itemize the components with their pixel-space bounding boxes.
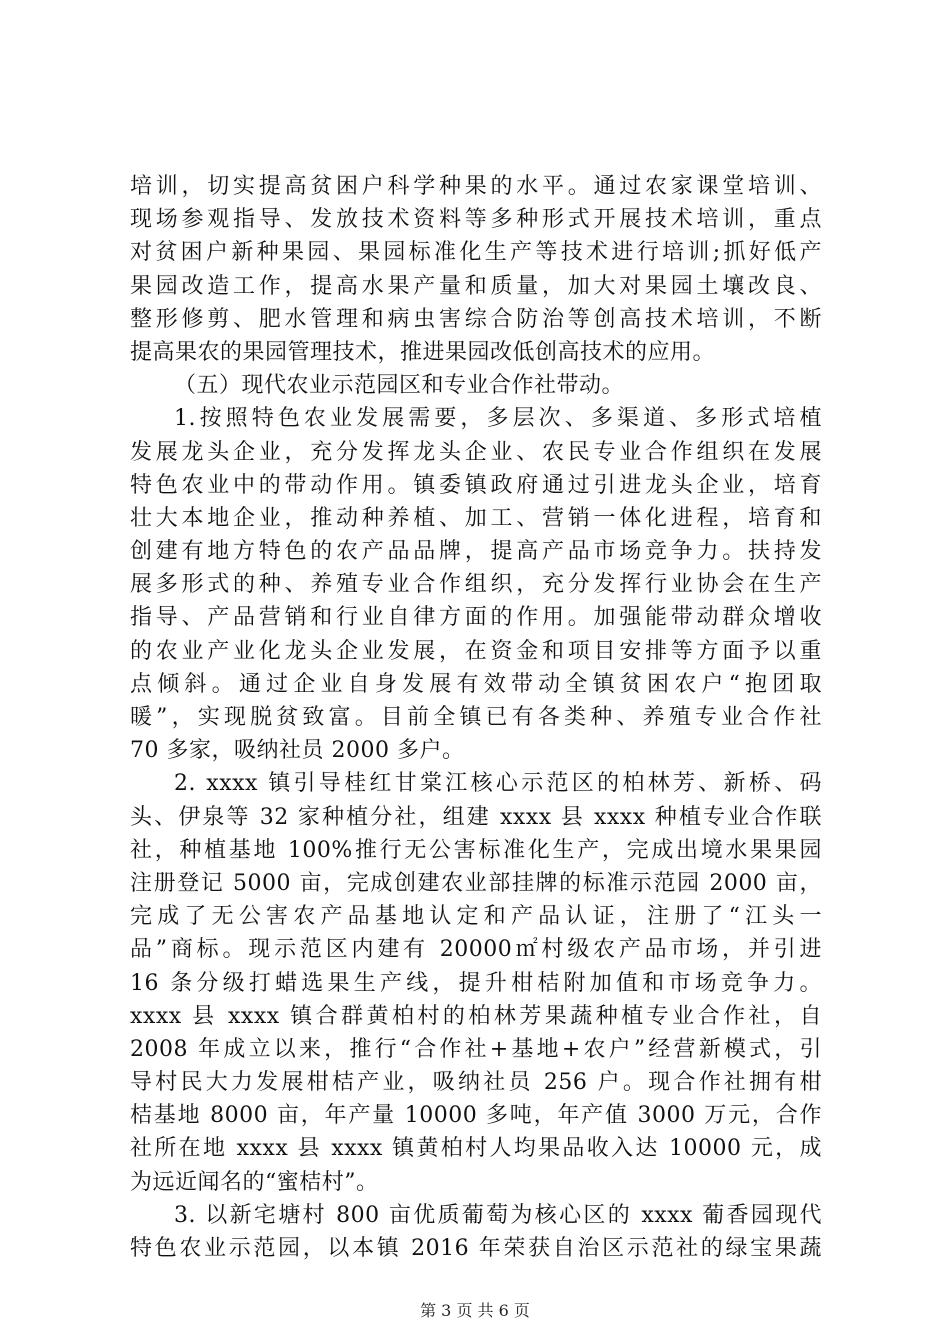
text-line: xxxx 县 xxxx 镇合群黄柏村的柏林芳果蔬种植专业合作社，自 [130, 1003, 822, 1029]
text-line: 果园改造工作，提高水果产量和质量，加大对果园土壤改良、 [130, 273, 822, 299]
text-line: 特色农业示范园，以本镇 2016 年荣获自治区示范社的绿宝果蔬 [130, 1236, 822, 1261]
text-line: 特色农业中的带动作用。镇委镇政府通过引进龙头企业，培育 [130, 472, 822, 498]
text-line: 的农业产业化龙头企业发展，在资金和项目安排等方面予以重 [130, 638, 822, 664]
body-text [130, 170, 822, 1265]
text-line: 品”商标。现示范区内建有 20000㎡村级农产品市场，并引进 [130, 937, 822, 963]
text-line: 壮大本地企业，推动种养植、加工、营销一体化进程，培育和 [130, 505, 822, 531]
text-line: 提高果农的果园管理技术，推进果园改低创高技术的应用。 [130, 339, 716, 365]
page-number-footer: 第 3 页 共 6 页 [420, 1301, 530, 1320]
text-line: 发展龙头企业，充分发挥龙头企业、农民专业合作组织在发展 [130, 439, 822, 465]
text-line: 注册登记 5000 亩，完成创建农业部挂牌的标准示范园 2000 亩， [130, 870, 822, 896]
text-line: 16 条分级打蜡选果生产线，提升柑桔附加值和市场竞争力。 [130, 970, 822, 996]
text-line: 70 多家，吸纳社员 2000 多户。 [130, 738, 465, 764]
text-line: 对贫困户新种果园、果园标准化生产等技术进行培训;抓好低产 [130, 240, 822, 266]
text-line: 展多形式的种、养殖专业合作组织，充分发挥行业协会在生产 [130, 572, 822, 598]
section-heading: （五）现代农业示范园区和专业合作社带动。 [174, 373, 625, 399]
text-line: 暖”，实现脱贫致富。目前全镇已有各类种、养殖专业合作社 [130, 705, 822, 730]
text-line: 现场参观指导、发放技术资料等多种形式开展技术培训，重点 [130, 207, 822, 233]
text-line: 桔基地 8000 亩，年产量 10000 多吨，年产值 3000 万元，合作 [130, 1103, 822, 1129]
text-line: 3. 以新宅塘村 800 亩优质葡萄为核心区的 xxxx 葡香园现代 [174, 1202, 822, 1228]
text-line: 为远近闻名的“蜜桔村”。 [130, 1169, 379, 1195]
text-line: 整形修剪、肥水管理和病虫害综合防治等创高技术培训，不断 [130, 306, 822, 332]
text-line: 头、伊泉等 32 家种植分社，组建 xxxx 县 xxxx 种植专业合作联 [130, 804, 822, 830]
text-line: 社，种植基地 100%推行无公害标准化生产，完成出境水果果园 [130, 837, 822, 863]
text-line: 2008 年成立以来，推行“合作社+基地+农户”经营新模式，引 [130, 1036, 822, 1062]
text-line: 培训，切实提高贫困户科学种果的水平。通过农家课堂培训、 [130, 174, 822, 199]
text-line: 2. xxxx 镇引导桂红甘棠江核心示范区的柏林芳、新桥、码 [174, 771, 822, 797]
text-line: 1.按照特色农业发展需要，多层次、多渠道、多形式培植 [174, 406, 822, 432]
text-line: 点倾斜。通过企业自身发展有效带动全镇贫困农户“抱团取 [130, 671, 822, 697]
text-line: 创建有地方特色的农产品品牌，提高产品市场竞争力。扶持发 [130, 539, 822, 565]
text-line: 完成了无公害农产品基地认定和产品认证，注册了“江头一 [130, 904, 822, 930]
text-line: 导村民大力发展柑桔产业，吸纳社员 256 户。现合作社拥有柑 [130, 1070, 822, 1096]
text-line: 社所在地 xxxx 县 xxxx 镇黄柏村人均果品收入达 10000 元，成 [130, 1136, 822, 1162]
text-line: 指导、产品营销和行业自律方面的作用。加强能带动群众增收 [130, 605, 822, 631]
